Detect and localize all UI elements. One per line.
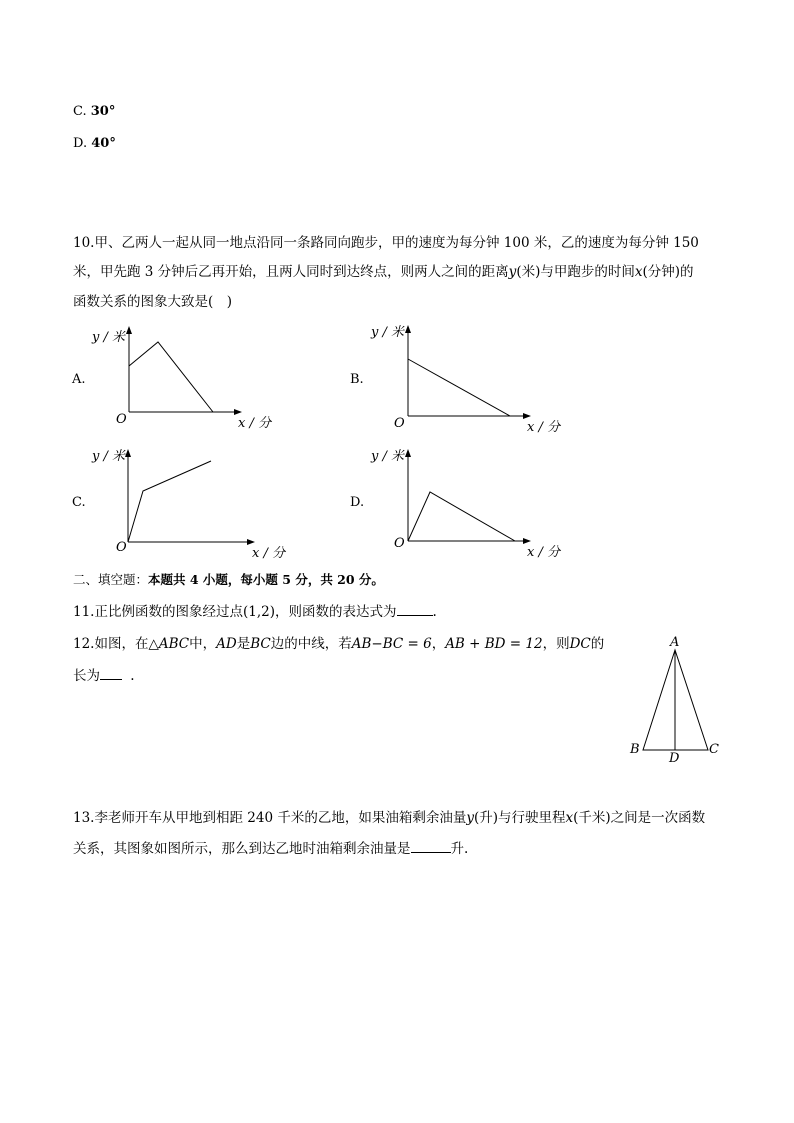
section-heading: [73, 570, 384, 588]
q13-line1: [73, 806, 705, 826]
graph-line: [128, 461, 211, 542]
text: (升)与行驶里程: [473, 810, 566, 826]
answer-blank[interactable]: [397, 602, 433, 616]
y-arrow: [405, 449, 411, 457]
x-arrow: [523, 538, 531, 544]
math: DC: [569, 636, 591, 652]
var-y: y: [466, 810, 474, 826]
origin-label: O: [394, 536, 405, 551]
graph-line: [408, 492, 515, 541]
x-arrow: [523, 413, 531, 419]
var-x: x: [565, 810, 574, 826]
x-axis-label: x / 分: [527, 545, 560, 560]
vertex-a-label: A: [670, 635, 680, 650]
origin-label: O: [394, 416, 405, 431]
x-axis-label: x / 分: [238, 416, 271, 431]
y-arrow: [405, 325, 411, 333]
graph-a: [72, 320, 312, 435]
graph-c-svg: [72, 444, 312, 564]
section-prefix: 二、填空题：: [73, 572, 149, 587]
y-axis-label: y / 米: [92, 449, 125, 464]
math: AD: [216, 636, 237, 652]
text: 长为: [73, 668, 100, 684]
graph-c: [72, 444, 312, 564]
q12-line2: [73, 664, 135, 684]
math: BC: [250, 636, 271, 652]
point-d-label: D: [669, 751, 680, 766]
var-y: y: [508, 264, 517, 280]
point: (1,2): [242, 604, 275, 620]
y-arrow: [126, 326, 132, 334]
text: 的: [590, 636, 605, 652]
x-arrow: [234, 409, 242, 415]
section-text: 本题共 4 小题，每小题 5 分，共 20 分。: [148, 572, 384, 587]
text: 边的中线，若: [270, 636, 352, 652]
x-axis-label: x / 分: [252, 546, 285, 561]
y-axis-label: y / 米: [371, 449, 404, 464]
answer-blank[interactable]: [100, 666, 122, 680]
vertex-b-label: B: [630, 742, 640, 757]
text: .: [432, 604, 437, 620]
origin-label: O: [116, 540, 127, 555]
text: 12.如图，在: [73, 636, 149, 652]
x-axis-label: x / 分: [527, 420, 560, 435]
text: 13.李老师开车从甲地到相距 240 千米的乙地，如果油箱剩余油量: [73, 810, 467, 826]
q11-line: [73, 600, 437, 620]
text: (米)与甲跑步的时间: [516, 264, 635, 280]
graph-b-svg: [350, 320, 590, 435]
q13-line2: [73, 837, 468, 857]
text: 是: [236, 636, 251, 652]
option-letter: D.: [73, 136, 88, 151]
math: AB−BC = 6: [351, 636, 432, 652]
triangle-figure: [620, 632, 730, 772]
option-c: [73, 104, 115, 119]
option-letter: C.: [73, 104, 87, 119]
option-value: 40°: [91, 136, 116, 151]
text: 升.: [450, 841, 469, 857]
graph-a-svg: [72, 320, 312, 435]
graph-line: [408, 359, 510, 416]
text: (分钟)的: [642, 264, 694, 280]
y-axis-label: y / 米: [371, 325, 404, 340]
text: 关系，其图象如图所示，那么到达乙地时油箱剩余油量是: [73, 841, 411, 857]
q10-line3: 函数关系的图象大致是( ): [73, 294, 233, 310]
q12-line1: [73, 632, 604, 652]
vertex-c-label: C: [709, 742, 719, 757]
option-value: 30°: [90, 104, 116, 119]
text: (千米)之间是一次函数: [573, 810, 706, 826]
q10-line2: [73, 260, 694, 280]
x-arrow: [247, 539, 255, 545]
y-axis-label: y / 米: [92, 330, 125, 345]
math: △ABC: [148, 636, 190, 652]
option-label-b: B.: [350, 372, 364, 387]
q10-line1: 10.甲、乙两人一起从同一地点沿同一条路同向跑步，甲的速度为每分钟 100 米，乙的速度为每分钟 150: [73, 235, 699, 251]
option-d: [73, 136, 116, 151]
var-x: x: [634, 264, 643, 280]
origin-label: O: [116, 412, 127, 427]
option-label-a: A.: [72, 372, 86, 387]
text: ，则函数的表达式为: [275, 604, 397, 620]
graph-line: [129, 342, 213, 412]
text: .: [130, 668, 135, 684]
graph-d-svg: [350, 444, 590, 564]
option-label-c: C.: [72, 495, 86, 510]
text: 中，: [189, 636, 217, 652]
text: ，则: [542, 636, 570, 652]
text: 11.正比例函数的图象经过点: [73, 604, 243, 620]
option-label-d: D.: [350, 495, 365, 510]
graph-d: [350, 444, 590, 564]
text: ，: [431, 636, 446, 652]
text: 米，甲先跑 3 分钟后乙再开始，且两人同时到达终点，则两人之间的距离: [73, 264, 509, 280]
answer-blank[interactable]: [411, 839, 451, 853]
graph-b: [350, 320, 590, 435]
math: AB + BD = 12: [445, 636, 543, 652]
y-arrow: [125, 449, 131, 457]
